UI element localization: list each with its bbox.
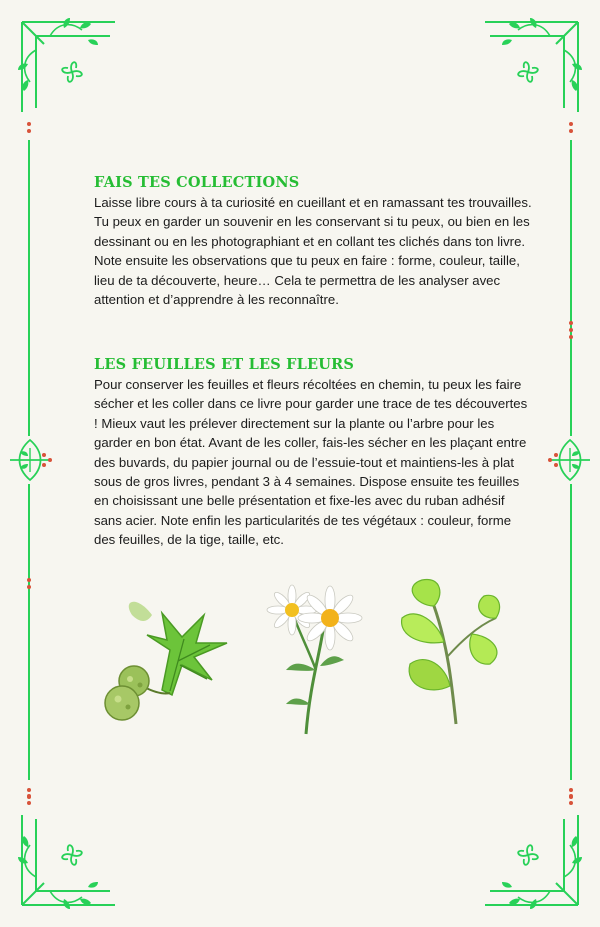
- section-body: Pour conserver les feuilles et fleurs récoltées en chemin, tu peux les faire sécher et les coller dans ce livre pour garder une trace de tes découvertes ! Mieux vaut les prélever directement sur la plante ou l’arbre pour les garder en bon état. Avant de les coller, fais-les sécher en les plaçant entre des buvards, du papier journal ou de l’essuie-tout et maintiens-les à plat sous de gros livres, pendant 3 à 4 semaines. Dispose ensuite tes feuilles en choisissant une belle présentation et fixe-les avec du ruban adhésif sans acier. Note enfin les particularités de tes végétaux : couleur, forme des feuilles, de la tige, taille, etc.: [94, 377, 528, 548]
- section-leaves-flowers: [94, 356, 534, 550]
- section-body: Laisse libre cours à ta curiosité en cueillant et en ramassant tes trouvailles. Tu peux en garder un souvenir en les conservant si tu peux, ou bien en les dessinant ou en les photographiant et en collant tes clichés dans ton livre. Note ensuite les observations que tu peux en faire : forme, couleur, taille, lieu de ta découverte, heure… Cela te permettra de les analyser avec attention et d’apprendre à les reconnaître.: [94, 195, 532, 308]
- section-collections: [94, 174, 534, 309]
- birch-leaf-sprig-icon: [386, 576, 512, 726]
- section-title: LES FEUILLES ET LES FLEURS: [94, 356, 355, 373]
- plane-tree-leaf-with-seed-balls-icon: [92, 595, 242, 730]
- section-title: FAIS TES COLLECTIONS: [94, 174, 300, 191]
- daisy-flowers-icon: [266, 574, 376, 736]
